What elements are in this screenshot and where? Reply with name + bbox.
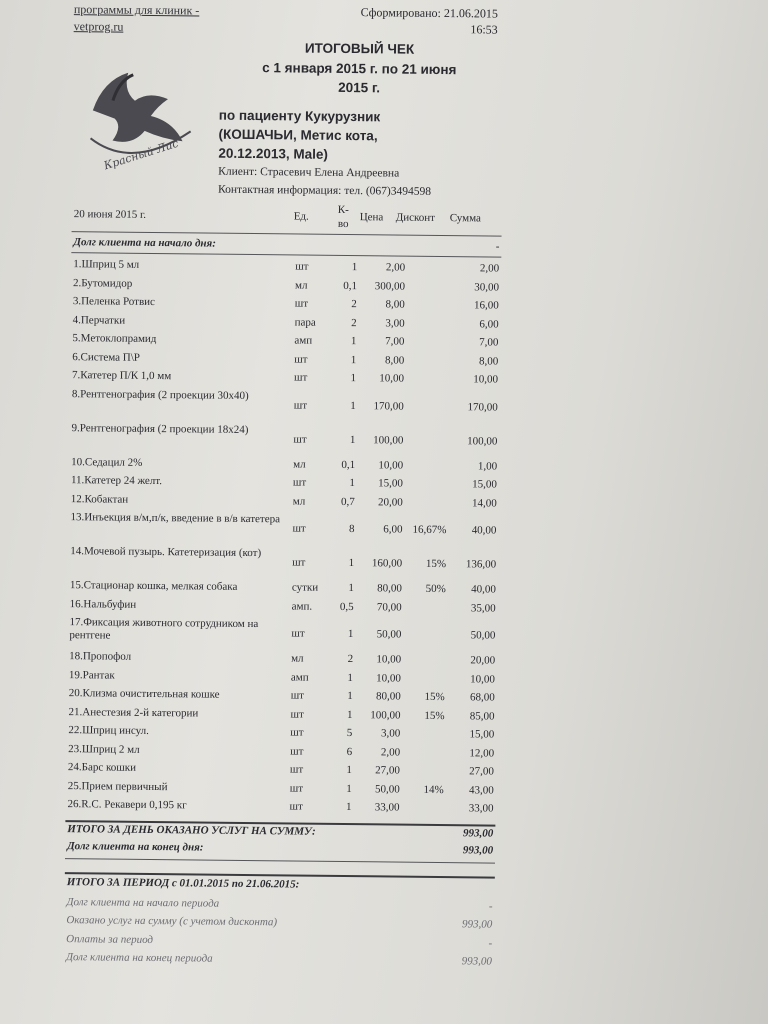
- table-row: [72, 332, 503, 349]
- table-row: [69, 597, 500, 615]
- receipt-period-line2: 2015 г.: [338, 79, 381, 96]
- item-qty: 6: [346, 745, 353, 758]
- col-sum: Сумма: [449, 212, 481, 225]
- item-unit: шт: [295, 260, 309, 273]
- item-price: 10,00: [376, 653, 402, 666]
- item-discount: 16,67%: [412, 523, 447, 537]
- item-name: 24.Барс кошки: [67, 761, 137, 774]
- item-name: 21.Анестезия 2-й категории: [68, 705, 199, 719]
- item-qty: 2: [351, 316, 357, 329]
- item-unit: шт: [294, 352, 308, 366]
- client-contact: Контактная информация: тел. (067)3494598: [217, 183, 432, 198]
- table-row: [67, 798, 498, 815]
- item-unit: шт: [289, 763, 304, 776]
- table-row: [72, 369, 502, 386]
- debt-start-row: Долг клиента на начало дня: -: [73, 236, 500, 253]
- item-unit: шт: [293, 398, 308, 412]
- item-sum: 20,00: [470, 654, 496, 667]
- table-row: [68, 742, 498, 760]
- table-row: [68, 668, 499, 686]
- item-sum: 12,00: [469, 746, 495, 760]
- item-sum: 10,00: [473, 373, 499, 386]
- item-sum: 8,00: [478, 354, 499, 368]
- item-unit: пара: [294, 315, 316, 329]
- item-price: 2,00: [380, 745, 401, 759]
- item-qty: 1: [347, 690, 353, 703]
- item-price: 3,00: [385, 316, 405, 330]
- divider: [65, 858, 495, 864]
- item-sum: 6,00: [479, 317, 499, 331]
- period-payments: Оплаты за период -: [66, 933, 493, 950]
- header-link-line1: программы для клиник -: [73, 2, 200, 18]
- item-sum: 136,00: [465, 558, 497, 571]
- item-qty: 1: [351, 261, 358, 274]
- period-debt-end: Долг клиента на конец периода 993,00: [65, 951, 493, 968]
- item-discount: 15%: [425, 557, 447, 571]
- item-unit: шт: [292, 556, 306, 569]
- item-discount: 14%: [423, 783, 444, 796]
- item-name: 17.Фиксация животного сотрудником на рентгене: [69, 616, 259, 642]
- item-sum: 40,00: [471, 524, 497, 537]
- item-price: 100,00: [370, 708, 401, 722]
- patient-line1: по пациенту Кукурузник: [218, 107, 381, 125]
- table-row: [70, 474, 501, 491]
- item-discount: 50%: [425, 582, 446, 596]
- item-name: 15.Стационар кошка, мелкая собака: [69, 579, 238, 593]
- table-row: [72, 276, 503, 294]
- item-name: 2.Бутомидор: [72, 276, 133, 290]
- item-price: 3,00: [381, 727, 401, 740]
- table-row: [69, 579, 500, 596]
- item-name: 9.Рентгенография (2 проекции 18х24): [71, 421, 249, 436]
- header-link-line2: vetprog.ru: [73, 19, 124, 34]
- item-price: 80,00: [377, 582, 402, 595]
- item-qty: 1: [346, 708, 353, 721]
- item-name: 8.Рентгенография (2 проекции 30х40): [71, 387, 249, 402]
- item-name: 13.Инъекция в/м,п/к, введение в в/в катетера: [70, 511, 281, 526]
- item-qty: 1: [350, 335, 357, 348]
- item-name: 23.Шприц 2 мл: [68, 742, 140, 756]
- table-row: [67, 779, 498, 797]
- item-qty: 8: [348, 523, 355, 536]
- item-price: 80,00: [375, 690, 401, 703]
- item-sum: 85,00: [469, 709, 495, 723]
- item-price: 10,00: [376, 671, 401, 685]
- table-date: 20 июня 2015 г.: [73, 208, 147, 221]
- item-qty: 1: [349, 433, 356, 446]
- item-qty: 1: [347, 628, 354, 641]
- item-qty: 2: [351, 298, 357, 311]
- item-qty: 2: [347, 653, 354, 666]
- item-sum: 27,00: [469, 765, 495, 778]
- table-row: [70, 511, 501, 537]
- table-row: [71, 421, 502, 448]
- item-unit: шт: [289, 781, 304, 795]
- item-name: 20.Клизма очистительная кошке: [68, 687, 220, 701]
- table-row: [69, 650, 499, 667]
- item-unit: мл: [292, 494, 306, 508]
- table-row: [68, 687, 499, 704]
- item-unit: шт: [290, 744, 304, 758]
- item-qty: 1: [350, 353, 357, 366]
- item-unit: шт: [289, 800, 303, 813]
- item-unit: шт: [292, 522, 306, 535]
- receipt-period-line1: с 1 января 2015 г. по 21 июня: [262, 60, 457, 78]
- item-name: 12.Кобактан: [70, 492, 129, 506]
- item-name: 25.Прием первичный: [67, 779, 168, 793]
- item-sum: 10,00: [470, 672, 495, 686]
- item-qty: 0,7: [340, 495, 355, 508]
- item-unit: амп: [294, 334, 313, 347]
- item-qty: 1: [346, 782, 352, 795]
- item-price: 8,00: [384, 353, 405, 367]
- item-unit: шт: [294, 297, 309, 310]
- item-sum: 14,00: [471, 496, 497, 510]
- item-unit: мл: [294, 278, 308, 292]
- table-row: [68, 705, 499, 723]
- item-qty: 1: [348, 557, 355, 570]
- item-sum: 2,00: [479, 262, 500, 275]
- fox-logo-icon: [72, 60, 203, 171]
- item-name: 14.Мочевой пузырь. Катетеризация (кот): [70, 545, 262, 560]
- item-qty: 1: [347, 671, 353, 684]
- item-price: 300,00: [374, 279, 406, 293]
- item-name: 3.Пеленка Ротвис: [72, 295, 156, 309]
- item-name: 18.Пропофол: [69, 650, 132, 663]
- item-price: 160,00: [371, 557, 403, 570]
- header-divider: [72, 231, 502, 237]
- table-row: [71, 387, 502, 414]
- item-unit: сутки: [291, 581, 319, 594]
- item-sum: 40,00: [471, 583, 496, 596]
- item-qty: 1: [349, 477, 356, 490]
- item-discount: 15%: [424, 709, 445, 722]
- item-name: 7.Катетер П/К 1,0 мм: [72, 369, 172, 383]
- item-qty: 0,1: [343, 279, 358, 292]
- period-services: Оказано услуг на сумму (с учетом дисконта) 993,00: [66, 914, 493, 931]
- item-qty: 1: [350, 399, 356, 412]
- item-sum: 1,00: [477, 459, 498, 473]
- item-name: 19.Рантак: [68, 668, 115, 682]
- item-name: 6.Система П\Р: [72, 350, 141, 364]
- item-price: 100,00: [373, 433, 404, 447]
- item-sum: 35,00: [470, 601, 496, 615]
- item-name: 16.Нальбуфин: [69, 597, 137, 611]
- item-name: 10.Седацил 2%: [71, 455, 143, 469]
- receipt-title: ИТОГОВЫЙ ЧЕК: [304, 40, 415, 57]
- item-qty: 1: [346, 764, 353, 777]
- receipt-document: [49, 0, 530, 1024]
- item-unit: шт: [293, 371, 308, 384]
- formed-date: Сформировано: 21.06.2015: [360, 5, 498, 21]
- item-unit: шт: [291, 627, 305, 640]
- item-name: 26.R.C. Рекавери 0,195 кг: [67, 798, 187, 812]
- table-row: [72, 313, 503, 331]
- item-price: 33,00: [374, 801, 400, 814]
- clinic-logo: [72, 60, 203, 171]
- item-sum: 33,00: [468, 802, 494, 815]
- item-unit: амп: [290, 670, 309, 684]
- item-unit: шт: [292, 476, 307, 489]
- table-row: [71, 455, 501, 473]
- table-row: [72, 350, 502, 368]
- item-price: 15,00: [378, 477, 404, 490]
- logo-text: Красный Лис: [102, 136, 181, 172]
- table-row: [70, 492, 501, 510]
- period-debt-start: Долг клиента на начало периода -: [66, 896, 493, 913]
- patient-line3: 20.12.2013, Male): [218, 145, 329, 162]
- item-unit: шт: [290, 707, 304, 721]
- period-total-title: ИТОГО ЗА ПЕРИОД с 01.01.2015 по 21.06.2015:: [66, 876, 300, 891]
- item-price: 6,00: [383, 523, 403, 536]
- item-price: 2,00: [385, 261, 406, 274]
- item-price: 7,00: [385, 335, 405, 348]
- item-unit: шт: [290, 726, 304, 739]
- col-discount: Дисконт: [395, 211, 436, 224]
- item-name: 5.Метоклопрамид: [72, 332, 157, 346]
- item-price: 50,00: [376, 628, 402, 641]
- item-sum: 43,00: [468, 783, 494, 797]
- col-unit: Ед.: [293, 210, 309, 223]
- item-qty: 0,5: [339, 600, 354, 613]
- table-row: [72, 295, 503, 312]
- divider: [71, 252, 501, 258]
- item-sum: 30,00: [474, 280, 500, 294]
- item-qty: 1: [346, 801, 352, 814]
- item-sum: 15,00: [472, 478, 498, 491]
- item-unit: амп.: [291, 599, 313, 613]
- item-name: 1.Шприц 5 мл: [73, 258, 140, 271]
- day-total-row: ИТОГО ЗА ДЕНЬ ОКАЗАНО УСЛУГ НА СУММУ: 993,00: [67, 823, 494, 840]
- item-sum: 100,00: [467, 434, 498, 448]
- item-qty: 1: [348, 582, 354, 595]
- item-sum: 170,00: [467, 400, 498, 414]
- item-unit: шт: [293, 432, 307, 446]
- table-row: [69, 616, 500, 642]
- item-price: 10,00: [378, 458, 404, 472]
- item-price: 20,00: [377, 495, 403, 509]
- item-sum: 16,00: [474, 299, 499, 312]
- client-name: Клиент: Страсевич Елена Андреевна: [218, 165, 400, 180]
- item-unit: мл: [291, 652, 304, 665]
- item-name: 4.Перчатки: [72, 313, 126, 327]
- item-price: 70,00: [376, 600, 402, 614]
- item-unit: мл: [293, 457, 306, 471]
- item-sum: 15,00: [469, 728, 495, 741]
- item-sum: 50,00: [470, 629, 496, 642]
- table-row: [68, 724, 498, 741]
- item-qty: 5: [346, 727, 353, 740]
- item-qty: 0,1: [341, 458, 356, 471]
- item-price: 170,00: [373, 399, 404, 413]
- patient-line2: (КОШАЧЬИ, Метис кота,: [218, 126, 378, 144]
- item-sum: 68,00: [469, 691, 495, 704]
- debt-end-row: Долг клиента на конец дня: 993,00: [67, 840, 494, 857]
- table-row: [67, 761, 498, 778]
- item-price: 10,00: [379, 372, 405, 385]
- col-price: Цена: [359, 211, 384, 224]
- item-sum: 7,00: [479, 336, 499, 349]
- table-row: [73, 258, 503, 275]
- formed-time: 16:53: [470, 22, 498, 37]
- item-name: 11.Катетер 24 желт.: [70, 474, 163, 488]
- table-row: [70, 545, 500, 571]
- item-qty: 1: [350, 372, 357, 385]
- item-price: 50,00: [374, 782, 400, 796]
- item-discount: 15%: [424, 690, 445, 704]
- item-price: 8,00: [385, 298, 405, 311]
- item-price: 27,00: [375, 764, 401, 777]
- item-name: 22.Шприц инсул.: [68, 724, 149, 737]
- col-qty: К- во: [337, 203, 349, 231]
- item-unit: шт: [290, 689, 305, 702]
